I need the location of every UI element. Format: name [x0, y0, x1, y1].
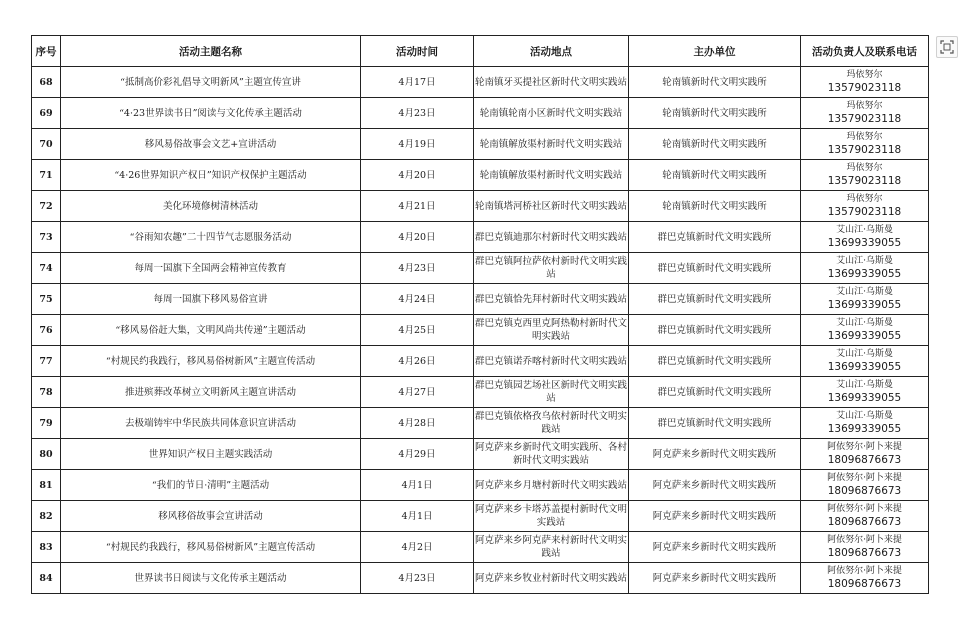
row-activity-location: 轮南镇轮南小区新时代文明实践站 [474, 98, 629, 129]
row-serial-number: 75 [32, 284, 61, 315]
table-header-row [32, 36, 929, 67]
row-organizer: 轮南镇新时代文明实践所 [629, 160, 801, 191]
row-serial-number: 71 [32, 160, 61, 191]
row-serial-number: 81 [32, 470, 61, 501]
row-serial-number: 69 [32, 98, 61, 129]
contact-phone: 13579023118 [827, 206, 902, 218]
contact-phone: 13699339055 [827, 330, 902, 342]
row-serial-number: 72 [32, 191, 61, 222]
row-activity-title: “谷雨知农趣”二十四节气志愿服务活动 [61, 222, 361, 253]
contact-phone: 13579023118 [827, 113, 902, 125]
row-activity-date: 4月23日 [361, 563, 474, 594]
contact-phone: 13699339055 [827, 423, 902, 435]
contact-name: 艾山江·乌斯曼 [836, 318, 893, 328]
row-organizer: 群巴克镇新时代文明实践所 [629, 222, 801, 253]
contact-name: 玛依努尔 [846, 163, 883, 173]
contact-phone: 18096876673 [827, 547, 902, 559]
row-activity-location: 阿克萨来乡牧业村新时代文明实践站 [474, 563, 629, 594]
contact-name: 艾山江·乌斯曼 [836, 349, 893, 359]
row-activity-location: 阿克萨来乡新时代文明实践所、各村新时代文明实践站 [474, 439, 629, 470]
table-row [32, 563, 929, 594]
table-row [32, 98, 929, 129]
header-serial-number: 序号 [32, 36, 61, 67]
image-recognition-icon[interactable] [936, 36, 958, 58]
row-organizer: 群巴克镇新时代文明实践所 [629, 346, 801, 377]
row-activity-location: 阿克萨来乡卡塔苏盖提村新时代文明实践站 [474, 501, 629, 532]
table-row [32, 253, 929, 284]
table-row [32, 284, 929, 315]
row-organizer: 群巴克镇新时代文明实践所 [629, 253, 801, 284]
table-body [32, 67, 929, 594]
contact-name: 玛依努尔 [846, 101, 883, 111]
row-activity-title: “村规民约我践行，移风易俗树新风”主题宣传活动 [61, 346, 361, 377]
row-activity-title: 世界知识产权日主题实践活动 [61, 439, 361, 470]
row-activity-title: “移风易俗赶大集，文明风尚共传递”主题活动 [61, 315, 361, 346]
row-serial-number: 68 [32, 67, 61, 98]
row-activity-date: 4月2日 [361, 532, 474, 563]
table-row [32, 222, 929, 253]
row-activity-date: 4月1日 [361, 470, 474, 501]
row-contact [801, 377, 929, 408]
row-contact [801, 129, 929, 160]
row-activity-location: 群巴克镇诺乔喀村新时代文明实践站 [474, 346, 629, 377]
contact-phone: 18096876673 [827, 578, 902, 590]
header-organizer: 主办单位 [629, 36, 801, 67]
row-activity-title: 去极端铸牢中华民族共同体意识宣讲活动 [61, 408, 361, 439]
row-serial-number: 82 [32, 501, 61, 532]
table-row [32, 408, 929, 439]
row-serial-number: 84 [32, 563, 61, 594]
row-activity-location: 群巴克镇阿拉萨依村新时代文明实践站 [474, 253, 629, 284]
row-activity-date: 4月20日 [361, 222, 474, 253]
row-organizer: 群巴克镇新时代文明实践所 [629, 315, 801, 346]
contact-phone: 13579023118 [827, 82, 902, 94]
contact-name: 阿依努尔·阿卜来提 [827, 535, 902, 545]
row-activity-date: 4月1日 [361, 501, 474, 532]
row-activity-title: 移风易俗故事会文艺+宣讲活动 [61, 129, 361, 160]
row-activity-title: “4·26世界知识产权日”知识产权保护主题活动 [61, 160, 361, 191]
table-row [32, 315, 929, 346]
row-organizer: 轮南镇新时代文明实践所 [629, 98, 801, 129]
table-row [32, 191, 929, 222]
row-activity-location: 轮南镇解放渠村新时代文明实践站 [474, 129, 629, 160]
scan-frame-icon [940, 40, 954, 54]
table-row [32, 67, 929, 98]
row-organizer: 群巴克镇新时代文明实践所 [629, 284, 801, 315]
row-activity-date: 4月17日 [361, 67, 474, 98]
row-activity-title: 美化环境修树清林活动 [61, 191, 361, 222]
row-activity-location: 阿克萨来乡月塘村新时代文明实践站 [474, 470, 629, 501]
contact-name: 艾山江·乌斯曼 [836, 411, 893, 421]
row-organizer: 轮南镇新时代文明实践所 [629, 67, 801, 98]
row-activity-title: 每周一国旗下全国两会精神宣传教育 [61, 253, 361, 284]
activity-table [31, 35, 929, 594]
row-contact [801, 470, 929, 501]
row-activity-location: 群巴克镇恰先拜村新时代文明实践站 [474, 284, 629, 315]
row-organizer: 阿克萨来乡新时代文明实践所 [629, 439, 801, 470]
row-activity-location: 阿克萨来乡阿克萨来村新时代文明实践站 [474, 532, 629, 563]
contact-phone: 18096876673 [827, 454, 902, 466]
row-contact [801, 222, 929, 253]
row-organizer: 群巴克镇新时代文明实践所 [629, 377, 801, 408]
row-contact [801, 98, 929, 129]
row-activity-location: 轮南镇塔河桥社区新时代文明实践站 [474, 191, 629, 222]
row-serial-number: 79 [32, 408, 61, 439]
contact-name: 阿依努尔·阿卜来提 [827, 566, 902, 576]
row-serial-number: 78 [32, 377, 61, 408]
row-activity-date: 4月28日 [361, 408, 474, 439]
row-contact [801, 67, 929, 98]
row-activity-date: 4月26日 [361, 346, 474, 377]
contact-phone: 13579023118 [827, 144, 902, 156]
row-activity-date: 4月25日 [361, 315, 474, 346]
row-organizer: 阿克萨来乡新时代文明实践所 [629, 563, 801, 594]
contact-phone: 13699339055 [827, 237, 902, 249]
row-activity-title: 移风移俗故事会宣讲活动 [61, 501, 361, 532]
contact-phone: 13699339055 [827, 268, 902, 280]
row-activity-title: “村规民约我践行，移风易俗树新风”主题宣传活动 [61, 532, 361, 563]
header-activity-location: 活动地点 [474, 36, 629, 67]
header-contact: 活动负责人及联系电话 [801, 36, 929, 67]
row-contact [801, 346, 929, 377]
contact-phone: 18096876673 [827, 485, 902, 497]
row-organizer: 阿克萨来乡新时代文明实践所 [629, 532, 801, 563]
row-activity-date: 4月21日 [361, 191, 474, 222]
row-serial-number: 73 [32, 222, 61, 253]
row-activity-location: 群巴克镇迪那尔村新时代文明实践站 [474, 222, 629, 253]
table-row [32, 377, 929, 408]
row-activity-location: 轮南镇牙买提社区新时代文明实践站 [474, 67, 629, 98]
table-row [32, 470, 929, 501]
row-contact [801, 439, 929, 470]
row-serial-number: 77 [32, 346, 61, 377]
row-activity-location: 群巴克镇园艺场社区新时代文明实践站 [474, 377, 629, 408]
table-row [32, 532, 929, 563]
table-row [32, 160, 929, 191]
table-row [32, 346, 929, 377]
contact-name: 艾山江·乌斯曼 [836, 225, 893, 235]
contact-phone: 13579023118 [827, 175, 902, 187]
row-activity-date: 4月24日 [361, 284, 474, 315]
table-row [32, 129, 929, 160]
row-activity-date: 4月23日 [361, 98, 474, 129]
row-serial-number: 74 [32, 253, 61, 284]
row-organizer: 阿克萨来乡新时代文明实践所 [629, 501, 801, 532]
row-activity-title: “4·23世界读书日”阅读与文化传承主题活动 [61, 98, 361, 129]
contact-name: 玛依努尔 [846, 132, 883, 142]
row-contact [801, 191, 929, 222]
contact-phone: 18096876673 [827, 516, 902, 528]
row-contact [801, 408, 929, 439]
row-activity-date: 4月19日 [361, 129, 474, 160]
row-activity-date: 4月29日 [361, 439, 474, 470]
row-organizer: 轮南镇新时代文明实践所 [629, 129, 801, 160]
row-activity-date: 4月20日 [361, 160, 474, 191]
contact-name: 艾山江·乌斯曼 [836, 287, 893, 297]
row-activity-title: 推进殡葬改革树立文明新风主题宣讲活动 [61, 377, 361, 408]
row-contact [801, 315, 929, 346]
row-organizer: 轮南镇新时代文明实践所 [629, 191, 801, 222]
row-activity-location: 群巴克镇依格孜乌依村新时代文明实践站 [474, 408, 629, 439]
row-serial-number: 70 [32, 129, 61, 160]
row-activity-location: 群巴克镇克西里克阿热勒村新时代文明实践站 [474, 315, 629, 346]
row-activity-location: 轮南镇解放渠村新时代文明实践站 [474, 160, 629, 191]
contact-name: 艾山江·乌斯曼 [836, 256, 893, 266]
header-activity-date: 活动时间 [361, 36, 474, 67]
row-contact [801, 563, 929, 594]
table-row [32, 501, 929, 532]
contact-name: 阿依努尔·阿卜来提 [827, 504, 902, 514]
contact-name: 艾山江·乌斯曼 [836, 380, 893, 390]
row-serial-number: 80 [32, 439, 61, 470]
row-serial-number: 83 [32, 532, 61, 563]
row-contact [801, 284, 929, 315]
table-row [32, 439, 929, 470]
row-serial-number: 76 [32, 315, 61, 346]
header-activity-title: 活动主题名称 [61, 36, 361, 67]
row-organizer: 群巴克镇新时代文明实践所 [629, 408, 801, 439]
row-organizer: 阿克萨来乡新时代文明实践所 [629, 470, 801, 501]
row-contact [801, 253, 929, 284]
row-activity-title: 世界读书日阅读与文化传承主题活动 [61, 563, 361, 594]
contact-phone: 13699339055 [827, 392, 902, 404]
contact-phone: 13699339055 [827, 361, 902, 373]
row-contact [801, 532, 929, 563]
contact-phone: 13699339055 [827, 299, 902, 311]
row-activity-date: 4月23日 [361, 253, 474, 284]
row-activity-title: 每周一国旗下移风易俗宣讲 [61, 284, 361, 315]
row-activity-date: 4月27日 [361, 377, 474, 408]
contact-name: 阿依努尔·阿卜来提 [827, 442, 902, 452]
row-contact [801, 501, 929, 532]
contact-name: 阿依努尔·阿卜来提 [827, 473, 902, 483]
row-activity-title: “我们的节日·清明”主题活动 [61, 470, 361, 501]
contact-name: 玛依努尔 [846, 70, 883, 80]
contact-name: 玛依努尔 [846, 194, 883, 204]
row-activity-title: “抵制高价彩礼倡导文明新风”主题宣传宣讲 [61, 67, 361, 98]
row-contact [801, 160, 929, 191]
